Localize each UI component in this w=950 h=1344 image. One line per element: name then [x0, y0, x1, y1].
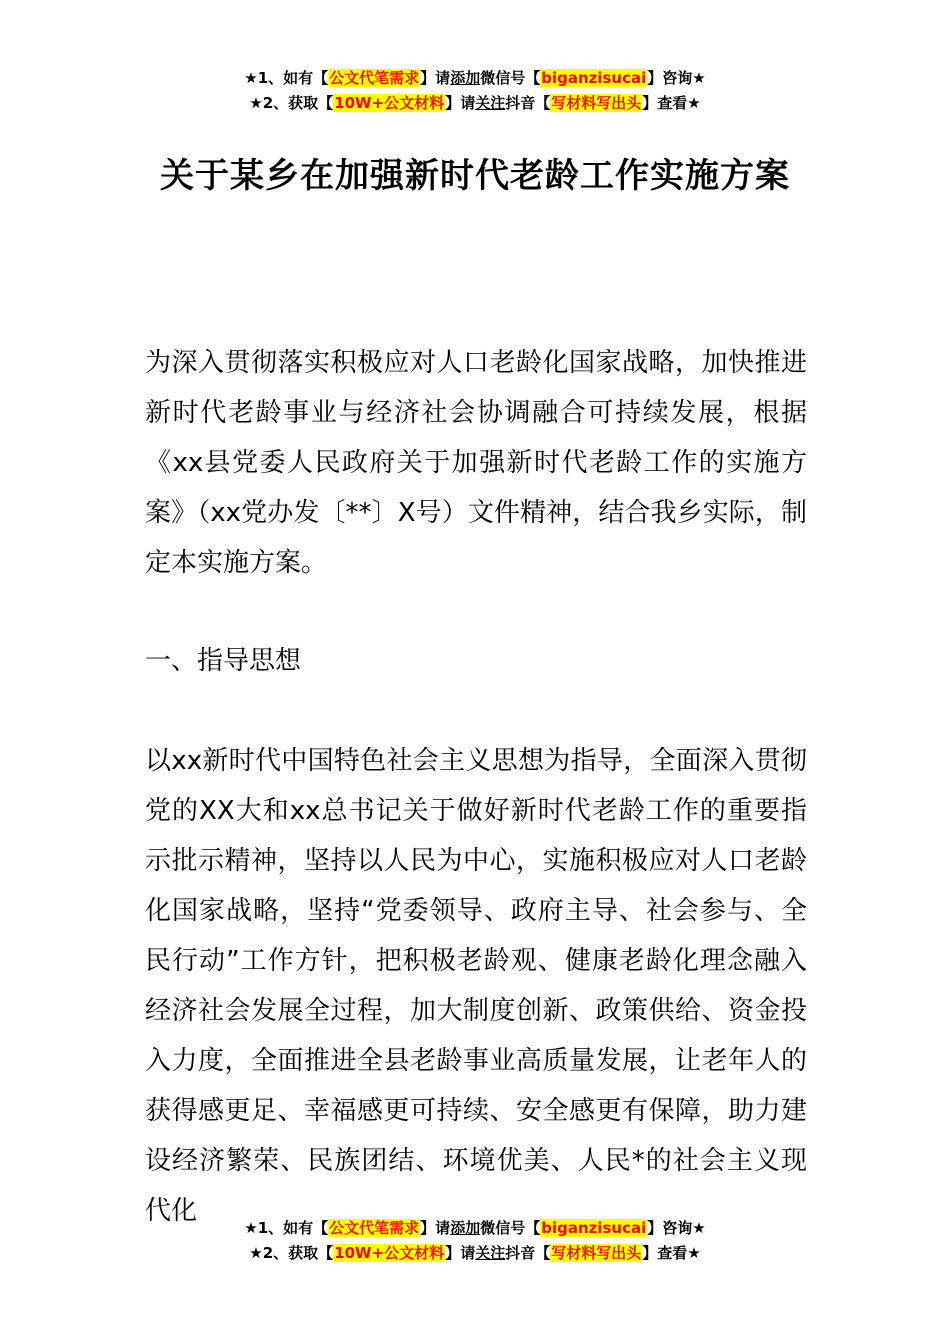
banner-line-1	[0, 66, 950, 91]
footer-banner	[0, 1216, 950, 1266]
banner-text: ★2、获取【	[249, 94, 334, 112]
banner-line-2	[0, 91, 950, 116]
banner-text-underlined: 添加	[450, 69, 481, 87]
banner-text: 抖音【	[505, 94, 551, 112]
header-banner	[0, 66, 950, 116]
banner-text: 】请	[445, 1244, 476, 1262]
highlight-materials: 10W+公文材料	[334, 94, 445, 112]
banner-text: 】请	[420, 1219, 451, 1237]
banner-text: 】请	[420, 69, 451, 87]
banner-text-underlined: 添加	[450, 1219, 481, 1237]
intro-paragraph: 为深入贯彻落实积极应对人口老龄化国家战略，加快推进新时代老龄事业与经济社会协调融合可持续发展，根据《xx县党委人民政府关于加强新时代老龄工作的实施方案》（xx党办发〔**〕X号）文件精神，结合我乡实际，制定本实施方案。	[145, 348, 807, 578]
banner-text: ★1、如有【	[244, 69, 329, 87]
document-title: 关于某乡在加强新时代老龄工作实施方案	[160, 156, 790, 196]
banner-text: 】请	[445, 94, 476, 112]
section-heading: 一、指导思想	[145, 646, 302, 676]
highlight-wechat-id: biganzisucai	[541, 69, 647, 87]
highlight-service: 公文代笔需求	[329, 69, 420, 87]
banner-text: 微信号【	[480, 69, 541, 87]
banner-text: ★2、获取【	[249, 1244, 334, 1262]
highlight-douyin: 写材料写出头	[551, 1244, 642, 1262]
banner-text: 】咨询★	[647, 69, 706, 87]
banner-text-underlined: 关注	[475, 1244, 506, 1262]
banner-line-1	[0, 1216, 950, 1241]
banner-text-underlined: 关注	[475, 94, 506, 112]
banner-text: ★1、如有【	[244, 1219, 329, 1237]
banner-text: 抖音【	[505, 1244, 551, 1262]
banner-text: 】查看★	[642, 1244, 701, 1262]
highlight-materials: 10W+公文材料	[334, 1244, 445, 1262]
highlight-wechat-id: biganzisucai	[541, 1219, 647, 1237]
banner-text: 】咨询★	[647, 1219, 706, 1237]
banner-text: 微信号【	[480, 1219, 541, 1237]
highlight-service: 公文代笔需求	[329, 1219, 420, 1237]
banner-line-2	[0, 1241, 950, 1266]
section-paragraph: 以xx新时代中国特色社会主义思想为指导，全面深入贯彻党的XX大和xx总书记关于做好新时代老龄工作的重要指示批示精神，坚持以人民为中心，实施积极应对人口老龄化国家战略，坚持“党委领导、政府主导、社会参与、全民行动”工作方针，把积极老龄观、健康老龄化理念融入经济社会发展全过程，加大制度创新、政策供给、资金投入力度，全面推进全县老龄事业高质量发展，让老年人的获得感更足、幸福感更可持续、安全感更有保障，助力建设经济繁荣、民族团结、环境优美、人民*的社会主义现代化	[145, 746, 807, 1226]
banner-text: 】查看★	[642, 94, 701, 112]
highlight-douyin: 写材料写出头	[551, 94, 642, 112]
